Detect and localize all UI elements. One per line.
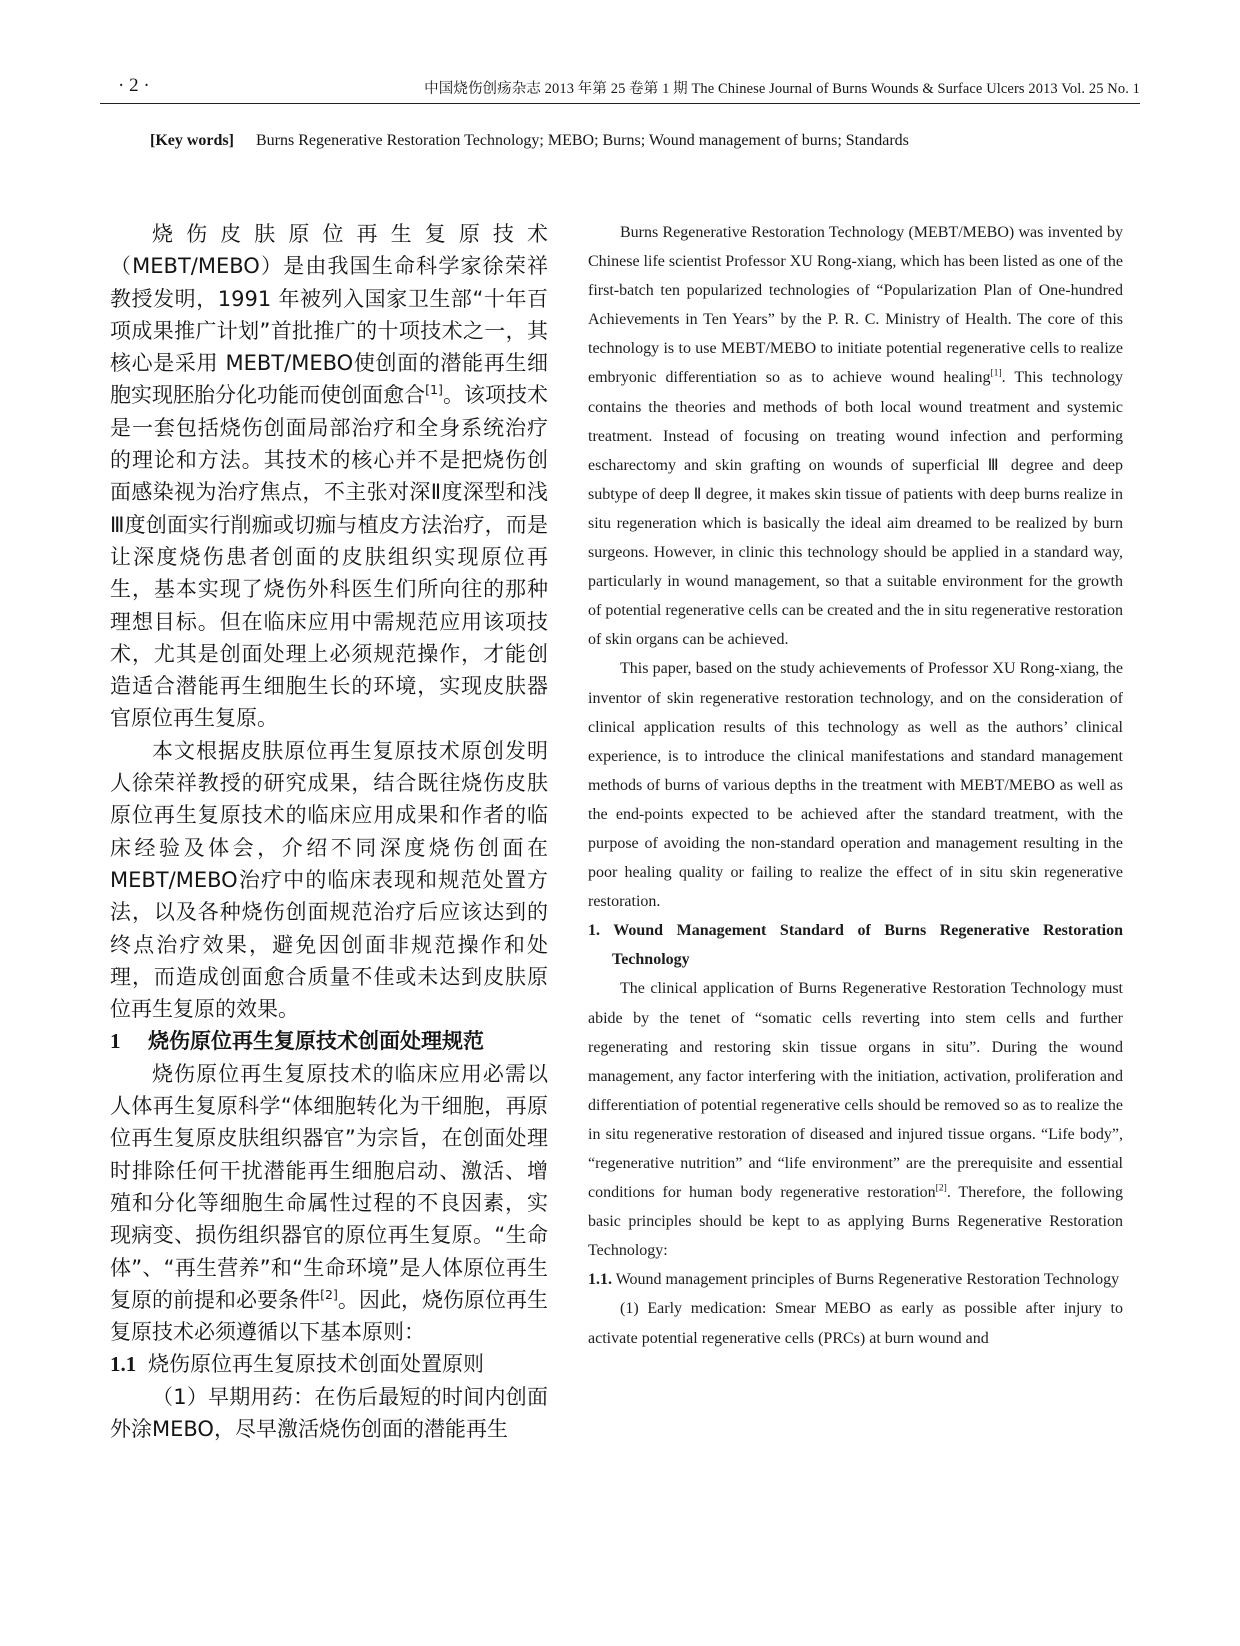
cn-subsection-title: 烧伤原位再生复原技术创面处置原则 (148, 1352, 484, 1377)
cn-p1-end: 。该项技术是一套包括烧伤创面局部治疗和全身系统治疗的理论和方法。其技术的核心并不是把烧伤创面感染视为治疗焦点，不主张对深Ⅱ度深型和浅Ⅲ度创面实行削痂或切痂与植皮方法治疗，而是让深度烧伤患者创面的皮肤组织实现原位再生，基本实现了烧伤外科医生们所向往的那种理想目标。但在临床应用中需规范应用该项技术，尤其是创面处理上必须规范操作，才能创造适合潜能再生细胞生长的环境，实现皮肤器官原位再生复原。 (110, 383, 549, 731)
running-header (100, 73, 1140, 104)
en-p1-text: Burns Regenerative Restoration Technology (MEBT/MEBO) was invented by Chinese life scientist Professor XU Rong-xiang, which has been listed as one of the first-batch ten popularized technologies of “Popularization Plan of One-hundred Achievements in Ten Years” by the P. R. C. Ministry of Health. The core of this technology is to use MEBT/MEBO to initiate potential regenerative cells to realize embryonic differentiation so as to achieve wound healing (588, 224, 1123, 387)
en-p3-end: . Therefore, the following basic principles should be kept to as applying Burns Regenerative Restoration Technology: (588, 1184, 1123, 1260)
cn-paragraph-intro (110, 218, 548, 735)
cn-citation-1: [1] (425, 382, 443, 398)
en-section-title: Wound Management Standard of Burns Regenerative Restoration Technology (612, 922, 1123, 969)
page-number: · 2 · (118, 75, 150, 96)
running-title: 中国烧伤创疡杂志 2013 年第 25 卷第 1 期 The Chinese Journal of Burns Wounds & Surface Ulcers 2013 Vol. 25 No. 1 (424, 81, 1140, 97)
cn-section-title: 烧伤原位再生复原技术创面处理规范 (148, 1029, 484, 1054)
en-paragraph-intro (588, 218, 1123, 654)
en-section-number: 1. (588, 922, 600, 940)
en-subsection-number: 1.1. (588, 1271, 612, 1289)
en-subsection-title: Wound management principles of Burns Regenerative Restoration Technology (615, 1271, 1120, 1289)
keywords-text: Burns Regenerative Restoration Technology; MEBO; Burns; Wound management of burns; Standards (255, 132, 909, 149)
en-citation-2: [2] (935, 1182, 947, 1194)
chinese-column (110, 218, 548, 1445)
cn-section-number: 1 (110, 1029, 121, 1054)
cn-paragraph-principles (110, 1058, 548, 1349)
en-paragraph-principles (588, 974, 1123, 1265)
keywords-label: [Key words] (150, 132, 234, 149)
cn-citation-2: [2] (320, 1286, 338, 1302)
cn-subsection-heading-1-1 (110, 1348, 548, 1380)
keywords-block (150, 126, 1100, 156)
cn-p1-text: 烧伤皮肤原位再生复原技术（MEBT/MEBO）是由我国生命科学家徐荣祥教授发明，1991 年被列入国家卫生部“十年百项成果推广计划”首批推广的十项技术之一，其核心是采用 MEBT/MEBO使创面的潜能再生细胞实现胚胎分化功能而使创面愈合 (110, 222, 548, 408)
cn-p3-end: 。因此，烧伤原位再生复原技术必须遵循以下基本原则： (110, 1287, 548, 1345)
en-p3-text: The clinical application of Burns Regenerative Restoration Technology must abide by the tenet of “somatic cells reverting into stem cells and further regenerating and restoring skin tissue organs in situ”. During the wound management, any factor interfering with the initiation, activation, proliferation and differentiation of potential regenerative cells should be removed so as to realize the in situ regenerative restoration of diseased and injured tissue organs. “Life body”, “regenerative nutrition” and “life environment” are the prerequisite and essential conditions for human body regenerative restoration (588, 980, 1123, 1202)
cn-subsection-number: 1.1 (110, 1352, 137, 1377)
en-p1-end: . This technology contains the theories and methods of both local wound treatment and systemic treatment. Instead of focusing on treating wound infection and performing escharectomy and skin grafting on wounds of superficial Ⅲ degree and deep subtype of deep Ⅱ degree, it makes skin tissue of patients with deep burns realize in situ regeneration which is basically the ideal aim dreamed to be realized by burn surgeons. However, in clinic this technology should be applied in a standard way, particularly in wound management, so that a suitable environment for the growth of potential regenerative cells can be created and the in situ regenerative restoration of skin organs can be achieved. (588, 369, 1123, 649)
en-paragraph-purpose: This paper, based on the study achievements of Professor XU Rong-xiang, the inventor of skin regenerative restoration technology, and on the consideration of clinical application results of this technology as well as the authors’ clinical experience, is to introduce the clinical manifestations and standard management methods of burns of various depths in the treatment with MEBT/MEBO as well as the end-points expected to be achieved after the standard treatment, with the purpose of avoiding the non-standard operation and management resulting in the poor healing quality or failing to realize the effect of in situ skin regenerative restoration. (588, 660, 1123, 911)
en-subsection-heading-1-1 (588, 1265, 1123, 1294)
cn-paragraph-early-medication: （1）早期用药：在伤后最短的时间内创面外涂MEBO，尽早激活烧伤创面的潜能再生 (110, 1384, 548, 1441)
cn-p3-text: 烧伤原位再生复原技术的临床应用必需以人体再生复原科学“体细胞转化为干细胞，再原位再生复原皮肤组织器官”为宗旨，在创面处理时排除任何干扰潜能再生细胞启动、激活、增殖和分化等细胞生命属性过程的不良因素，实现病变、损伤组织器官的原位再生复原。“生命体”、“再生营养”和“生命环境”是人体原位再生复原的前提和必要条件 (110, 1061, 548, 1312)
english-column (588, 218, 1123, 1353)
en-paragraph-early-medication: (1) Early medication: Smear MEBO as early as possible after injury to activate potential regenerative cells (PRCs) at burn wound and (588, 1300, 1123, 1347)
en-section-heading-1 (588, 916, 1123, 974)
en-citation-1: [1] (990, 368, 1002, 380)
cn-section-heading-1 (110, 1025, 548, 1057)
cn-paragraph-purpose: 本文根据皮肤原位再生复原技术原创发明人徐荣祥教授的研究成果，结合既往烧伤皮肤原位再生复原技术的临床应用成果和作者的临床经验及体会，介绍不同深度烧伤创面在 MEBT/MEBO治疗中的临床表现和规范处置方法，以及各种烧伤创面规范治疗后应该达到的终点治疗效果，避免因创面非规范操作和处理，而造成创面愈合质量不佳或未达到皮肤原位再生复原的效果。 (110, 738, 548, 1022)
